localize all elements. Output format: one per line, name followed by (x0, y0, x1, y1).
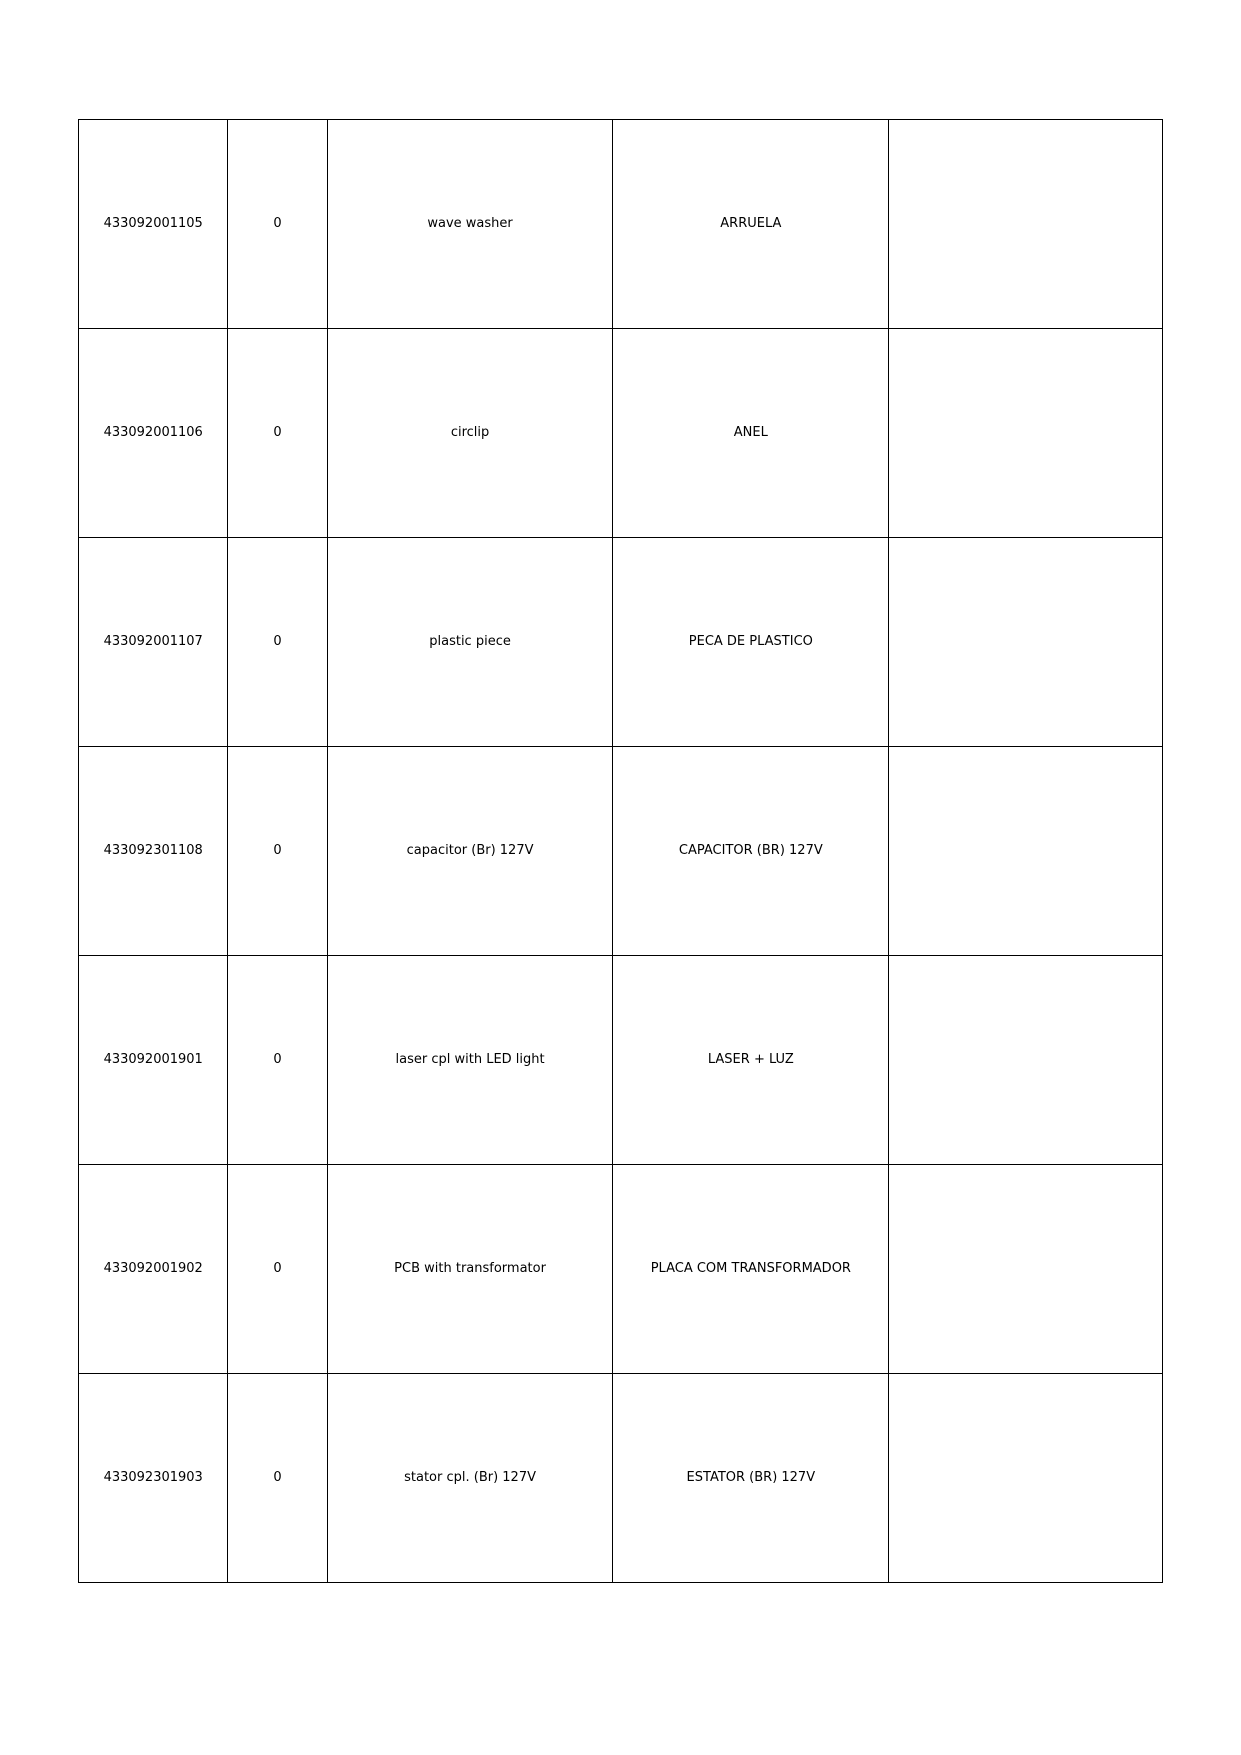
part-code-cell: 433092301903 (79, 1374, 228, 1583)
description-en-cell: capacitor (Br) 127V (327, 747, 613, 956)
parts-table (78, 119, 1163, 1583)
empty-cell (889, 538, 1163, 747)
description-en-cell: stator cpl. (Br) 127V (327, 1374, 613, 1583)
part-code-cell: 433092001107 (79, 538, 228, 747)
part-code-cell: 433092001902 (79, 1165, 228, 1374)
part-code-cell: 433092001105 (79, 120, 228, 329)
table-row (79, 120, 1163, 329)
description-en-cell: plastic piece (327, 538, 613, 747)
empty-cell (889, 1374, 1163, 1583)
quantity-cell: 0 (228, 1374, 327, 1583)
table-row (79, 1165, 1163, 1374)
quantity-cell: 0 (228, 120, 327, 329)
empty-cell (889, 956, 1163, 1165)
quantity-cell: 0 (228, 538, 327, 747)
description-pt-cell: CAPACITOR (BR) 127V (613, 747, 889, 956)
part-code-cell: 433092301108 (79, 747, 228, 956)
description-pt-cell: ANEL (613, 329, 889, 538)
quantity-cell: 0 (228, 1165, 327, 1374)
part-code-cell: 433092001901 (79, 956, 228, 1165)
description-en-cell: wave washer (327, 120, 613, 329)
empty-cell (889, 747, 1163, 956)
quantity-cell: 0 (228, 747, 327, 956)
table-row (79, 747, 1163, 956)
table-row (79, 1374, 1163, 1583)
description-pt-cell: LASER + LUZ (613, 956, 889, 1165)
table-row (79, 538, 1163, 747)
description-pt-cell: ARRUELA (613, 120, 889, 329)
description-en-cell: laser cpl with LED light (327, 956, 613, 1165)
empty-cell (889, 1165, 1163, 1374)
empty-cell (889, 329, 1163, 538)
empty-cell (889, 120, 1163, 329)
description-pt-cell: PLACA COM TRANSFORMADOR (613, 1165, 889, 1374)
table-row (79, 329, 1163, 538)
description-en-cell: circlip (327, 329, 613, 538)
quantity-cell: 0 (228, 956, 327, 1165)
description-en-cell: PCB with transformator (327, 1165, 613, 1374)
part-code-cell: 433092001106 (79, 329, 228, 538)
description-pt-cell: PECA DE PLASTICO (613, 538, 889, 747)
table-row (79, 956, 1163, 1165)
description-pt-cell: ESTATOR (BR) 127V (613, 1374, 889, 1583)
quantity-cell: 0 (228, 329, 327, 538)
